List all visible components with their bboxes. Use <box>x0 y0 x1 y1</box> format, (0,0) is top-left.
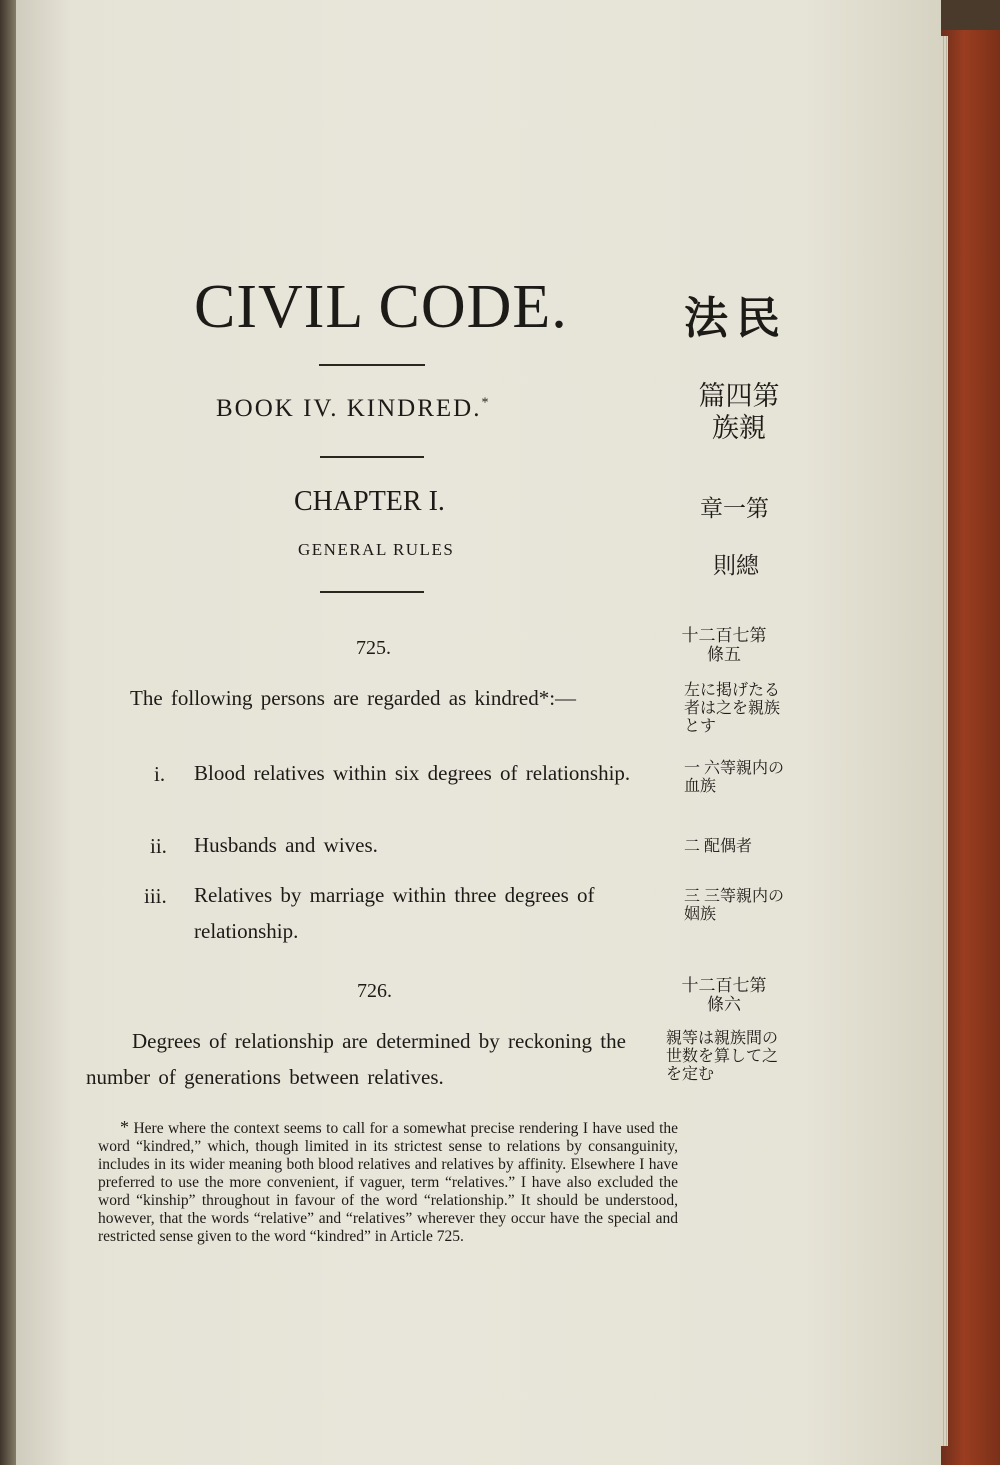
article-number-japanese: 十二百七第 條五 <box>681 626 767 664</box>
footnote <box>98 1118 678 1246</box>
list-item-number: ii. <box>150 834 167 858</box>
list-item-text: Blood relatives within six degrees of relationship. <box>194 761 631 785</box>
page-title: CIVIL CODE. <box>194 273 568 341</box>
article-gloss-japanese: 左に掲げたる者は之を親族とす <box>684 682 781 735</box>
list-item-text: Husbands and wives. <box>194 833 378 857</box>
book-cover-edge <box>940 30 1000 1465</box>
book-heading <box>216 395 490 423</box>
list-item-number: iii. <box>144 884 167 908</box>
article-gloss-japanese: 親等は親族間の世数を算して之を定む <box>666 1030 779 1083</box>
article-number-japanese: 十二百七第 條六 <box>681 976 767 1014</box>
chapter-heading: CHAPTER I. <box>294 486 445 517</box>
article-text: Degrees of relationship are determined by reckoning the number of generations between relatives. <box>86 1029 626 1089</box>
chapter-subtitle-japanese: 則總 <box>713 553 759 578</box>
list-item-gloss-japanese: 一 六等親内の血族 <box>684 760 785 795</box>
book-heading-japanese: 篇四第 族親 <box>698 381 780 443</box>
article-number: 725. <box>356 637 391 659</box>
list-item-gloss-japanese: 三 三等親内の姻族 <box>684 888 785 923</box>
list-item-gloss-japanese: 二 配偶者 <box>684 838 753 855</box>
chapter-heading-japanese: 章一第 <box>700 496 769 521</box>
article-number: 726. <box>357 980 392 1002</box>
footnote-text: Here where the context seems to call for a somewhat precise rendering I have used the word “kindred,” which, though limited in its strictest sense to relations by consanguinity, includes in its wider meaning both blood relatives and relatives by affinity. Elsewhere I have preferred to use the more convenient, if vaguer, term “relatives.” I have also excluded the word “kinship” throughout in favour of the word “relationship.” It should be understood, however, that the words “relative” and “relatives” wherever they occur have the special and restricted sense given to the word “kindred” in Article 725. <box>98 1120 679 1245</box>
book-heading-label: BOOK IV. KINDRED. <box>216 395 482 422</box>
divider-rule <box>320 456 424 458</box>
list-item-number: i. <box>154 762 166 786</box>
divider-rule <box>320 591 424 593</box>
book-page <box>16 0 941 1465</box>
divider-rule <box>319 364 425 366</box>
list-item-text: Relatives by marriage within three degrees of relationship. <box>194 883 595 943</box>
chapter-subtitle: GENERAL RULES <box>298 540 455 559</box>
article-text: The following persons are regarded as kindred*:— <box>130 686 577 710</box>
footnote-marker: * <box>481 395 491 411</box>
footnote-marker: * <box>120 1117 129 1137</box>
page-title-japanese: 法民 <box>684 294 788 343</box>
